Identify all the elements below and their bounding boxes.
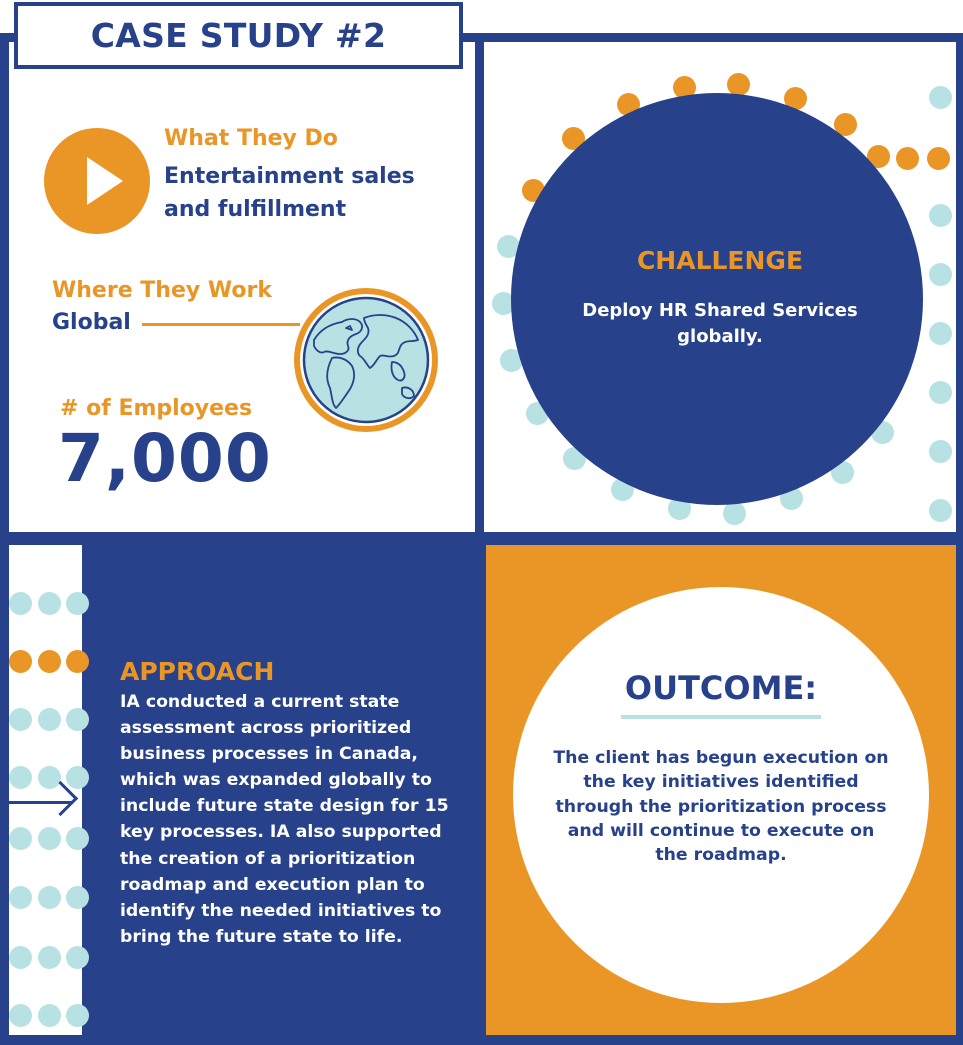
- decorative-dot: [66, 708, 89, 731]
- decorative-dot: [38, 650, 61, 673]
- decorative-dot: [66, 592, 89, 615]
- outcome-text: The client has begun execution on the key initiatives identified through the prioritization process and will continue to execute on the roadmap.: [553, 748, 889, 866]
- decorative-dot: [896, 147, 919, 170]
- decorative-dot: [929, 86, 952, 109]
- decorative-dot: [66, 886, 89, 909]
- where-they-work-label: Where They Work: [52, 278, 272, 303]
- challenge-title: CHALLENGE: [636, 246, 804, 275]
- decorative-dot: [9, 650, 32, 673]
- globe-icon: [290, 284, 442, 436]
- decorative-dot: [9, 946, 32, 969]
- approach-text: IA conducted a current state assessment across prioritized business processes in Canada, which was expanded globally to include future state design for 15 key processes. IA also supported the creation of a prioritization roadmap and execution plan to identify the needed initiatives to bring the future state to life.: [120, 692, 449, 947]
- decorative-dot: [38, 946, 61, 969]
- decorative-dot: [38, 708, 61, 731]
- decorative-dot: [929, 381, 952, 404]
- outcome-title: OUTCOME:: [624, 669, 818, 707]
- where-they-work-value: Global: [52, 310, 131, 335]
- page-title: CASE STUDY #2: [90, 16, 387, 55]
- decorative-dot: [66, 766, 89, 789]
- employees-label: # of Employees: [60, 396, 253, 421]
- decorative-dot: [929, 204, 952, 227]
- decorative-dot: [929, 499, 952, 522]
- decorative-dot: [929, 263, 952, 286]
- decorative-dot: [9, 766, 32, 789]
- decorative-dot: [38, 592, 61, 615]
- approach-title: APPROACH: [120, 657, 275, 686]
- globe-connector-line: [142, 323, 300, 326]
- decorative-dot: [9, 886, 32, 909]
- decorative-dot: [38, 827, 61, 850]
- outcome-underline: [621, 715, 821, 719]
- decorative-dot: [66, 946, 89, 969]
- what-they-do-label: What They Do: [164, 126, 338, 151]
- employees-value: 7,000: [58, 420, 272, 497]
- decorative-dot: [929, 322, 952, 345]
- decorative-dot: [66, 650, 89, 673]
- decorative-dot: [38, 886, 61, 909]
- what-they-do-value: Entertainment sales and fulfillment: [164, 164, 415, 222]
- play-icon-triangle: [87, 157, 123, 205]
- decorative-dot: [38, 1004, 61, 1027]
- decorative-dot: [66, 1004, 89, 1027]
- decorative-dot: [929, 440, 952, 463]
- decorative-dot: [9, 708, 32, 731]
- decorative-dot: [9, 1004, 32, 1027]
- decorative-dot: [9, 827, 32, 850]
- title-box: [14, 2, 463, 69]
- decorative-dot: [66, 827, 89, 850]
- decorative-dot: [927, 147, 950, 170]
- decorative-dot: [723, 502, 746, 525]
- challenge-text: Deploy HR Shared Services globally.: [582, 300, 858, 347]
- decorative-dot: [9, 592, 32, 615]
